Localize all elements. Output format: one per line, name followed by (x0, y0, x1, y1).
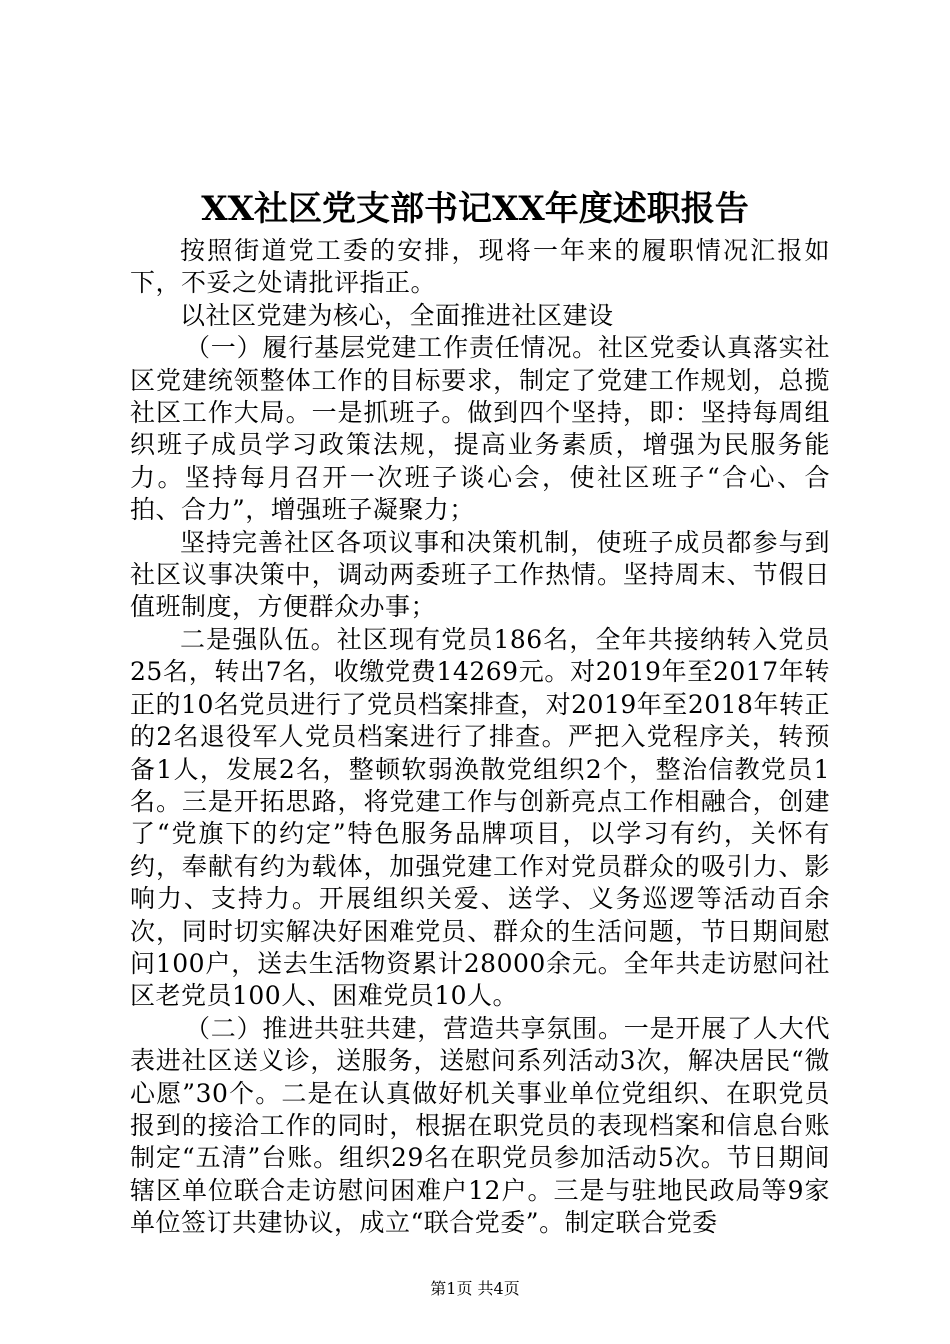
document-title: XX社区党支部书记XX年度述职报告 (201, 189, 749, 229)
paragraph-team-building: 二是强队伍。社区现有党员186名，全年共接纳转入党员25名，转出7名，收缴党费14269元。对2019年至2017年转正的10名党员进行了党员档案排查，对2019年至2018年转正的2名退役军人党员档案进行了排查。严把入党程序关，转预备1人，发展2名，整顿软弱涣散党组织2个，整治信教党员1名。三是开拓思路，将党建工作与创新亮点工作相融合，创建了“党旗下的约定”特色服务品牌项目，以学习有约，关怀有约，奉献有约为载体，加强党建工作对党员群众的吸引力、影响力、支持力。开展组织关爱、送学、义务巡逻等活动百余次，同时切实解决好困难党员、群众的生活问题，节日期间慰问100户，送去生活物资累计28000余元。全年共走访慰问社区老党员100人、困难党员10人。 (130, 624, 830, 1011)
paragraph-intro: 按照街道党工委的安排，现将一年来的履职情况汇报如下，不妥之处请批评指正。 (130, 236, 830, 298)
document-body (130, 235, 830, 1240)
paragraph-part-one: （一）履行基层党建工作责任情况。社区党委认真落实社区党建统领整体工作的目标要求，制定了党建工作规划，总揽社区工作大局。一是抓班子。做到四个坚持，即：坚持每周组织班子成员学习政策法规，提高业务素质，增强为民服务能力。坚持每月召开一次班子谈心会，使社区班子“合心、合拍、合力”，增强班子凝聚力； (130, 333, 830, 525)
paragraph-section-heading: 以社区党建为核心，全面推进社区建设 (180, 300, 614, 330)
paragraph-decision-mechanism: 坚持完善社区各项议事和决策机制，使班子成员都参与到社区议事决策中，调动两委班子工作热情。坚持周末、节假日值班制度，方便群众办事； (130, 527, 830, 622)
paragraph-part-two: （二）推进共驻共建，营造共享氛围。一是开展了人大代表进社区送义诊，送服务，送慰问系列活动3次，解决居民“微心愿”30个。二是在认真做好机关事业单位党组织、在职党员报到的接洽工作的同时，根据在职党员的表现档案和信息台账制定“五清”台账。组织29名在职党员参加活动5次。节日期间辖区单位联合走访慰问困难户12户。三是与驻地民政局等9家单位签订共建协议，成立“联合党委”。制定联合党委 (130, 1013, 830, 1238)
page-number-footer: 第1页 共4页 (430, 1279, 520, 1298)
